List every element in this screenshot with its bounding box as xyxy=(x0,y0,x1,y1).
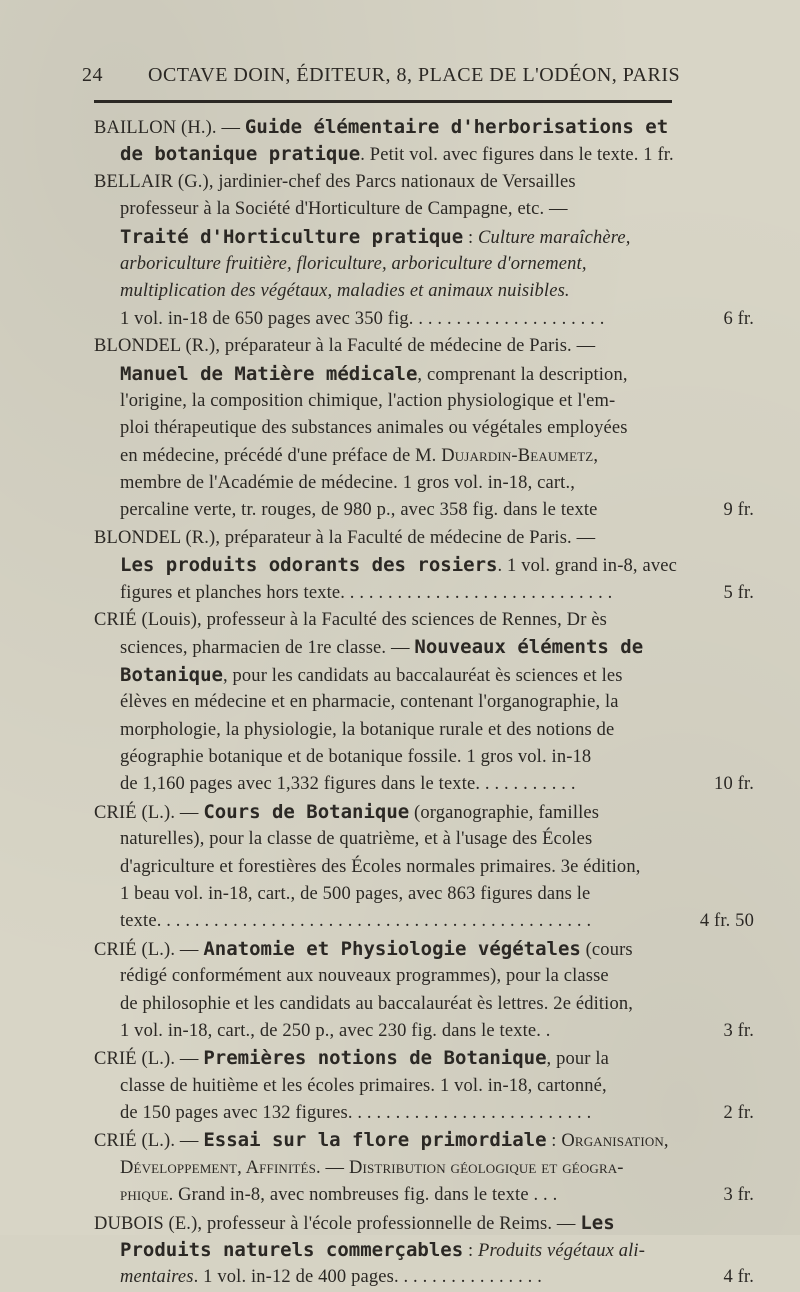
price: 9 fr. xyxy=(723,500,754,521)
running-head xyxy=(82,64,722,87)
price: 3 fr. xyxy=(723,1020,754,1041)
entry-text: 1 vol. in-18 de 650 pages avec 350 fig. . . . . . . . . . . . . . . . . . . . . xyxy=(120,308,605,329)
book-title: Les produits odorants des rosiers xyxy=(120,554,498,577)
entry-text: d'agriculture et forestières des Écoles normales primaires. 3e édition, xyxy=(120,856,641,877)
catalogue-entry xyxy=(94,114,754,169)
small-caps-text: Développement, Affinités xyxy=(120,1157,316,1178)
entry-text: mentaires. 1 vol. in-12 de 400 pages. . . . . . . . . . . . . . . . xyxy=(120,1267,542,1288)
entry-line xyxy=(94,580,754,607)
catalogue-entry xyxy=(94,525,754,607)
entry-line xyxy=(94,552,754,579)
entry-line xyxy=(94,634,754,661)
entry-line xyxy=(94,443,754,470)
price: 2 fr. xyxy=(723,1103,754,1124)
price: 4 fr. xyxy=(723,1267,754,1288)
entry-text: phique. Grand in-8, avec nombreuses fig. dans le texte . . . xyxy=(120,1185,558,1206)
italic-text: multiplication des végétaux, maladies et animaux nuisibles. xyxy=(120,281,570,302)
entry-line xyxy=(94,1127,754,1154)
entry-text: 1 vol. in-18, cart., de 250 p., avec 230 fig. dans le texte. . xyxy=(120,1020,551,1041)
book-title: Manuel de Matière médicale xyxy=(120,362,418,385)
book-title: Cours de Botanique xyxy=(203,800,410,823)
entry-text: BLONDEL (R.), préparateur à la Faculté de médecine de Paris. — xyxy=(94,336,596,357)
catalogue-entry xyxy=(94,1045,754,1127)
entry-text: CRIÉ (Louis), professeur à la Faculté des sciences de Rennes, Dr ès xyxy=(94,610,607,631)
entry-line xyxy=(94,1182,754,1209)
entry-line xyxy=(94,497,754,524)
entry-text: BLONDEL (R.), préparateur à la Faculté de médecine de Paris. — xyxy=(94,527,596,548)
book-title: Les xyxy=(580,1211,615,1234)
entry-line xyxy=(94,1210,754,1237)
catalogue-entry xyxy=(94,1210,754,1292)
entry-text: naturelles), pour la classe de quatrième, et à l'usage des Écoles xyxy=(120,829,593,850)
entry-text: 1 beau vol. in-18, cart., de 500 pages, avec 863 figures dans le xyxy=(120,883,591,904)
entry-text: percaline verte, tr. rouges, de 980 p., avec 358 fig. dans le texte xyxy=(120,500,598,521)
entry-line xyxy=(94,306,754,333)
entry-line xyxy=(94,963,754,990)
entry-text: Produits naturels commerçables : Produits végétaux ali- xyxy=(120,1239,646,1262)
catalogue-entry xyxy=(94,799,754,936)
entry-line xyxy=(94,607,754,634)
entry-line xyxy=(94,881,754,908)
book-title: Botanique xyxy=(120,663,223,686)
entry-text: CRIÉ (L.). — Anatomie et Physiologie végétales (cours xyxy=(94,937,633,960)
entry-line xyxy=(94,251,754,278)
entry-line xyxy=(94,114,754,141)
entry-text xyxy=(120,278,754,305)
catalogue-entries xyxy=(94,114,754,1292)
entry-text: Manuel de Matière médicale, comprenant la description, xyxy=(120,362,628,385)
price: 10 fr. xyxy=(714,774,754,795)
entry-text: sciences, pharmacien de 1re classe. — Nouveaux éléments de xyxy=(120,636,644,659)
book-title: Essai sur la flore primordiale xyxy=(203,1129,547,1152)
small-caps-text: Organisation, xyxy=(561,1131,669,1152)
price: 6 fr. xyxy=(723,308,754,329)
price: 3 fr. xyxy=(723,1185,754,1206)
page-number: 24 xyxy=(82,64,103,86)
entry-text: Traité d'Horticulture pratique : Culture maraîchère, xyxy=(120,225,631,248)
small-caps-text: Distribution géologique et géogra- xyxy=(348,1157,624,1178)
book-title: de botanique pratique xyxy=(120,143,361,166)
entry-text: BELLAIR (G.), jardinier-chef des Parcs nationaux de Versailles xyxy=(94,171,576,192)
entry-line xyxy=(94,1073,754,1100)
entry-line xyxy=(94,1237,754,1264)
entry-line xyxy=(94,525,754,552)
entry-line xyxy=(94,1264,754,1291)
small-caps-text: phique xyxy=(120,1185,169,1206)
entry-text: CRIÉ (L.). — Cours de Botanique (organographie, familles xyxy=(94,800,600,823)
price: 5 fr. xyxy=(723,582,754,603)
catalogue-entry xyxy=(94,1127,754,1209)
entry-text: élèves en médecine et en pharmacie, contenant l'organographie, la xyxy=(120,692,619,713)
entry-line xyxy=(94,224,754,251)
italic-text: arboriculture fruitière, floriculture, arboriculture d'ornement, xyxy=(120,253,587,274)
book-title: Premières notions de Botanique xyxy=(203,1047,547,1070)
entry-line xyxy=(94,1155,754,1182)
entry-line xyxy=(94,196,754,223)
entry-text: morphologie, la physiologie, la botanique rurale et des notions de xyxy=(120,719,615,740)
entry-text: géographie botanique et de botanique fossile. 1 gros vol. in-18 xyxy=(120,746,592,767)
book-title: Produits naturels commerçables xyxy=(120,1239,464,1262)
entry-text: Développement, Affinités. — Distribution géologique et géogra- xyxy=(120,1157,624,1178)
catalogue-entry xyxy=(94,169,754,333)
entry-line xyxy=(94,141,754,168)
entry-text: Botanique, pour les candidats au baccalauréat ès sciences et les xyxy=(120,663,623,686)
entry-text: classe de huitième et les écoles primaires. 1 vol. in-18, cartonné, xyxy=(120,1075,607,1096)
italic-text: Produits végétaux ali- xyxy=(478,1241,646,1262)
entry-line xyxy=(94,278,754,305)
catalogue-entry xyxy=(94,333,754,525)
header-rule xyxy=(94,100,672,103)
book-title: Traité d'Horticulture pratique xyxy=(120,225,464,248)
book-title: Nouveaux éléments de xyxy=(414,636,644,659)
entry-text: en médecine, précédé d'une préface de M. Dujardin-Beaumetz, xyxy=(120,445,599,466)
entry-line xyxy=(94,799,754,826)
price: 4 fr. 50 xyxy=(699,911,754,932)
entry-line xyxy=(94,470,754,497)
entry-line xyxy=(94,333,754,360)
entry-line xyxy=(94,936,754,963)
italic-text: mentaires xyxy=(120,1267,194,1288)
entry-text: rédigé conformément aux nouveaux programmes), pour la classe xyxy=(120,966,609,987)
entry-line xyxy=(94,361,754,388)
entry-line xyxy=(94,169,754,196)
book-title: Guide élémentaire d'herborisations et xyxy=(244,116,669,138)
entry-line xyxy=(94,1045,754,1072)
entry-text: l'origine, la composition chimique, l'action physiologique et l'em- xyxy=(120,390,616,411)
entry-text: professeur à la Société d'Horticulture de Campagne, etc. — xyxy=(120,199,568,220)
entry-line xyxy=(94,771,754,798)
entry-line xyxy=(94,415,754,442)
entry-text: texte. . . . . . . . . . . . . . . . . . . . . . . . . . . . . . . . . . . . . . . . . . . . . . xyxy=(120,911,592,932)
publisher-line: OCTAVE DOIN, ÉDITEUR, 8, PLACE DE L'ODÉON, PARIS xyxy=(148,64,681,86)
entry-text: CRIÉ (L.). — Premières notions de Botanique, pour la xyxy=(94,1047,610,1070)
entry-text: de 1,160 pages avec 1,332 figures dans le texte. . . . . . . . . . . xyxy=(120,774,576,795)
entry-line xyxy=(94,854,754,881)
entry-line xyxy=(94,388,754,415)
entry-line xyxy=(94,689,754,716)
entry-text: DUBOIS (E.), professeur à l'école professionnelle de Reims. — Les xyxy=(94,1211,615,1234)
entry-text: de botanique pratique. Petit vol. avec figures dans le texte. 1 fr. xyxy=(120,143,674,166)
entry-line xyxy=(94,1100,754,1127)
entry-text xyxy=(120,251,754,278)
entry-text: Les produits odorants des rosiers. 1 vol. grand in-8, avec xyxy=(120,554,677,577)
entry-line xyxy=(94,1018,754,1045)
catalogue-entry xyxy=(94,607,754,799)
entry-text: ploi thérapeutique des substances animales ou végétales employées xyxy=(120,418,628,439)
entry-text: figures et planches hors texte. . . . . . . . . . . . . . . . . . . . . . . . . . . . . xyxy=(120,582,613,603)
entry-line xyxy=(94,908,754,935)
entry-text: BAILLON (H.). — Guide élémentaire d'herborisations et xyxy=(94,116,669,138)
catalogue-entry xyxy=(94,936,754,1046)
book-title: Anatomie et Physiologie végétales xyxy=(203,937,581,960)
entry-text: CRIÉ (L.). — Essai sur la flore primordiale : Organisation, xyxy=(94,1129,669,1152)
entry-line xyxy=(94,991,754,1018)
italic-text: Culture maraîchère, xyxy=(478,227,631,248)
entry-text: de 150 pages avec 132 figures. . . . . . . . . . . . . . . . . . . . . . . . . . xyxy=(120,1103,592,1124)
entry-line xyxy=(94,717,754,744)
entry-text: membre de l'Académie de médecine. 1 gros vol. in-18, cart., xyxy=(120,473,575,494)
small-caps-text: Dujardin-Beaumetz xyxy=(441,445,594,466)
entry-text: de philosophie et les candidats au baccalauréat ès lettres. 2e édition, xyxy=(120,993,634,1014)
entry-line xyxy=(94,744,754,771)
entry-line xyxy=(94,662,754,689)
entry-line xyxy=(94,826,754,853)
